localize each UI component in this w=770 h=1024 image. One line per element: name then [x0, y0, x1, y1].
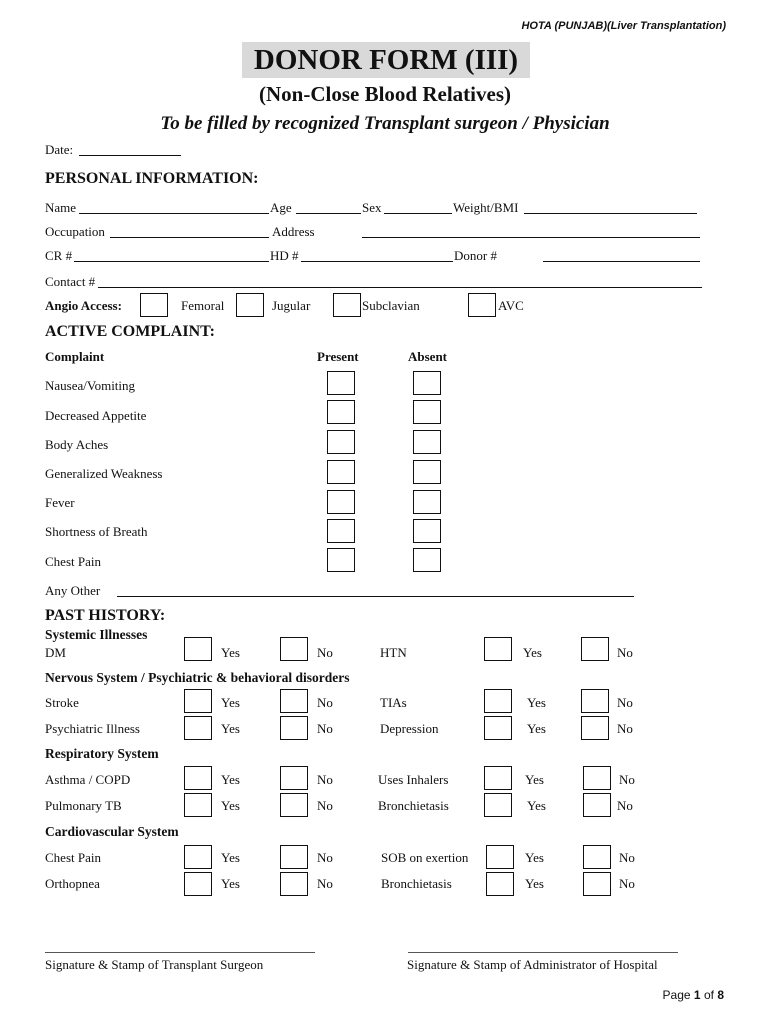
angio-jugular-checkbox[interactable] [236, 293, 264, 317]
history-item: Stroke [45, 695, 79, 710]
angio-avc-label: AVC [498, 298, 524, 313]
history-item: Bronchietasis [381, 876, 452, 891]
present-checkbox[interactable] [327, 400, 355, 424]
no-checkbox[interactable] [280, 872, 308, 896]
col-present: Present [317, 349, 359, 364]
yes-label: Yes [525, 876, 544, 891]
weight-label: Weight/BMI [453, 200, 519, 215]
filled-by-note: To be filled by recognized Transplant surgeon / Physician [160, 113, 610, 134]
no-label: No [317, 798, 333, 813]
yes-label: Yes [221, 645, 240, 660]
history-item: DM [45, 645, 66, 660]
no-checkbox[interactable] [280, 637, 308, 661]
absent-checkbox[interactable] [413, 400, 441, 424]
form-subtitle: (Non-Close Blood Relatives) [259, 82, 511, 106]
no-checkbox[interactable] [280, 689, 308, 713]
history-item: Depression [380, 721, 439, 736]
present-checkbox[interactable] [327, 519, 355, 543]
no-checkbox[interactable] [581, 689, 609, 713]
absent-checkbox[interactable] [413, 460, 441, 484]
history-item: Psychiatric Illness [45, 721, 140, 736]
history-item: Uses Inhalers [378, 772, 449, 787]
no-label: No [317, 876, 333, 891]
contact-field[interactable] [98, 287, 702, 288]
angio-femoral-checkbox[interactable] [140, 293, 168, 317]
no-checkbox[interactable] [280, 716, 308, 740]
no-label: No [317, 772, 333, 787]
weight-field[interactable] [524, 213, 697, 214]
yes-checkbox[interactable] [184, 716, 212, 740]
no-checkbox[interactable] [583, 793, 611, 817]
angio-femoral-label: Femoral [181, 298, 225, 313]
yes-checkbox[interactable] [184, 689, 212, 713]
no-checkbox[interactable] [280, 845, 308, 869]
absent-checkbox[interactable] [413, 430, 441, 454]
present-checkbox[interactable] [327, 490, 355, 514]
history-item: Bronchietasis [378, 798, 449, 813]
header-org: HOTA (PUNJAB)(Liver Transplantation) [521, 20, 726, 32]
complaint-heading: ACTIVE COMPLAINT: [45, 323, 215, 340]
complaint-item: Nausea/Vomiting [45, 378, 136, 393]
no-label: No [317, 645, 333, 660]
present-checkbox[interactable] [327, 460, 355, 484]
age-field[interactable] [296, 213, 361, 214]
no-checkbox[interactable] [583, 845, 611, 869]
yes-label: Yes [221, 798, 240, 813]
date-label: Date: [45, 142, 74, 157]
admin-signature-line[interactable] [408, 952, 678, 953]
history-item: Orthopnea [45, 876, 100, 891]
absent-checkbox[interactable] [413, 519, 441, 543]
col-complaint: Complaint [45, 349, 105, 364]
yes-checkbox[interactable] [484, 793, 512, 817]
angio-avc-checkbox[interactable] [468, 293, 496, 317]
no-label: No [317, 721, 333, 736]
form-title: DONOR FORM (III) [242, 42, 530, 78]
yes-checkbox[interactable] [486, 872, 514, 896]
no-label: No [619, 772, 635, 787]
sex-label: Sex [362, 200, 382, 215]
history-item: SOB on exertion [381, 850, 469, 865]
present-checkbox[interactable] [327, 371, 355, 395]
page-total: 8 [717, 988, 724, 1002]
name-label: Name [45, 200, 77, 215]
surgeon-signature-label: Signature & Stamp of Transplant Surgeon [45, 957, 264, 972]
no-label: No [619, 850, 635, 865]
present-checkbox[interactable] [327, 430, 355, 454]
yes-checkbox[interactable] [486, 845, 514, 869]
cardio-heading: Cardiovascular System [45, 824, 179, 839]
yes-label: Yes [221, 695, 240, 710]
occupation-label: Occupation [45, 224, 105, 239]
yes-checkbox[interactable] [484, 766, 512, 790]
no-label: No [317, 850, 333, 865]
yes-label: Yes [523, 645, 542, 660]
yes-checkbox[interactable] [184, 766, 212, 790]
yes-label: Yes [525, 850, 544, 865]
yes-checkbox[interactable] [184, 845, 212, 869]
yes-label: Yes [221, 721, 240, 736]
sex-field[interactable] [384, 213, 452, 214]
hd-field[interactable] [301, 261, 453, 262]
address-label: Address [272, 224, 315, 239]
no-checkbox[interactable] [581, 637, 609, 661]
hd-label: HD # [270, 248, 299, 263]
angio-subclavian-label: Subclavian [362, 298, 420, 313]
yes-checkbox[interactable] [484, 716, 512, 740]
absent-checkbox[interactable] [413, 548, 441, 572]
col-absent: Absent [408, 349, 448, 364]
history-item: Asthma / COPD [45, 772, 131, 787]
donor-field[interactable] [543, 261, 700, 262]
yes-label: Yes [221, 850, 240, 865]
no-checkbox[interactable] [280, 793, 308, 817]
yes-label: Yes [221, 876, 240, 891]
no-label: No [317, 695, 333, 710]
cr-label: CR # [45, 248, 73, 263]
respiratory-heading: Respiratory System [45, 746, 159, 761]
admin-signature-label: Signature & Stamp of Administrator of Hospital [407, 957, 658, 972]
no-checkbox[interactable] [280, 766, 308, 790]
yes-checkbox[interactable] [184, 637, 212, 661]
name-field[interactable] [79, 213, 269, 214]
no-label: No [617, 798, 633, 813]
yes-label: Yes [527, 798, 546, 813]
history-item: Chest Pain [45, 850, 101, 865]
age-label: Age [270, 200, 292, 215]
page-of: of [703, 988, 714, 1002]
present-checkbox[interactable] [327, 548, 355, 572]
complaint-item: Body Aches [45, 437, 109, 452]
no-label: No [617, 645, 633, 660]
nervous-heading: Nervous System / Psychiatric & behavioral disorders [45, 670, 350, 685]
past-heading: PAST HISTORY: [45, 607, 166, 624]
personal-heading: PERSONAL INFORMATION: [45, 170, 259, 187]
address-field[interactable] [362, 237, 700, 238]
absent-checkbox[interactable] [413, 371, 441, 395]
no-checkbox[interactable] [581, 716, 609, 740]
yes-label: Yes [527, 721, 546, 736]
history-item: TIAs [380, 695, 407, 710]
date-field[interactable] [79, 155, 181, 156]
contact-label: Contact # [45, 274, 96, 289]
systemic-heading: Systemic Illnesses [45, 627, 148, 642]
page-prefix: Page [662, 988, 691, 1002]
cr-field[interactable] [74, 261, 269, 262]
angio-jugular-label: Jugular [272, 298, 311, 313]
complaint-item: Shortness of Breath [45, 524, 148, 539]
occupation-field[interactable] [110, 237, 269, 238]
page-number [663, 988, 724, 1002]
surgeon-signature-line[interactable] [45, 952, 315, 953]
no-label: No [619, 876, 635, 891]
absent-checkbox[interactable] [413, 490, 441, 514]
complaint-item: Decreased Appetite [45, 408, 147, 423]
complaint-item: Generalized Weakness [45, 466, 163, 481]
yes-checkbox[interactable] [184, 793, 212, 817]
donor-label: Donor # [454, 248, 497, 263]
any-other-field[interactable] [117, 596, 634, 597]
yes-label: Yes [221, 772, 240, 787]
angio-subclavian-checkbox[interactable] [333, 293, 361, 317]
no-label: No [617, 721, 633, 736]
page-current: 1 [693, 988, 701, 1002]
no-checkbox[interactable] [583, 766, 611, 790]
history-item: HTN [380, 645, 407, 660]
history-item: Pulmonary TB [45, 798, 122, 813]
yes-checkbox[interactable] [184, 872, 212, 896]
yes-label: Yes [525, 772, 544, 787]
yes-checkbox[interactable] [484, 637, 512, 661]
angio-label: Angio Access: [45, 298, 122, 313]
complaint-item: Chest Pain [45, 554, 101, 569]
yes-label: Yes [527, 695, 546, 710]
yes-checkbox[interactable] [484, 689, 512, 713]
no-label: No [617, 695, 633, 710]
any-other-label: Any Other [45, 583, 101, 598]
complaint-item: Fever [45, 495, 75, 510]
no-checkbox[interactable] [583, 872, 611, 896]
